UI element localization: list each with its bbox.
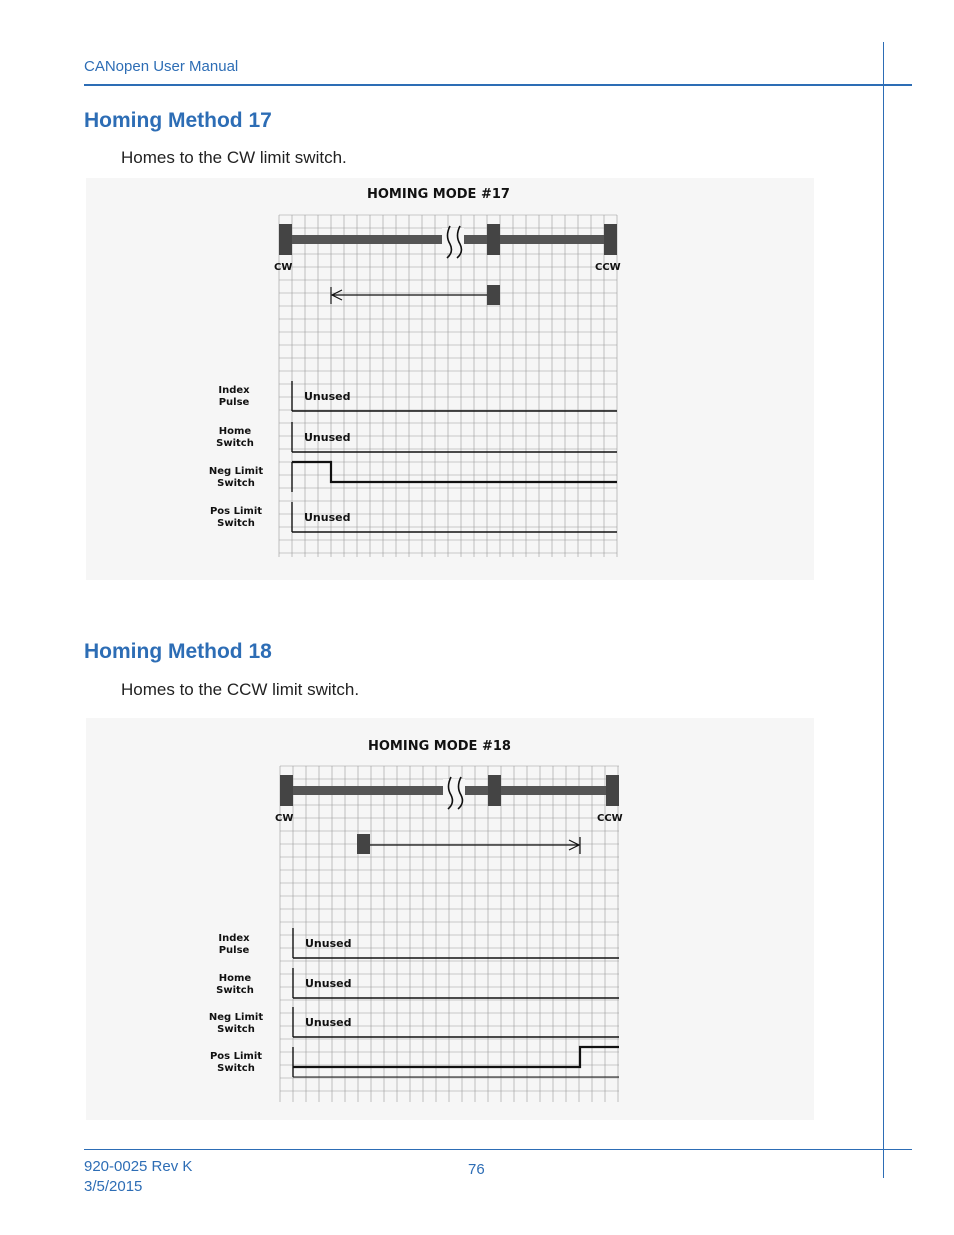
page-number: 76 <box>468 1161 485 1178</box>
cw-label: CW <box>275 813 294 824</box>
pos-limit-trace <box>293 1047 619 1067</box>
signal-label-index-2: Pulse <box>218 397 250 408</box>
start-position-block <box>357 834 370 854</box>
signal-label-index-1: Index <box>218 385 250 396</box>
running-header: CANopen User Manual <box>84 58 239 75</box>
ccw-limit-block <box>606 775 619 806</box>
timing-diagram-17 <box>86 178 814 580</box>
signal-label-index-1: Index <box>218 933 250 944</box>
figure-title-17: HOMING MODE #17 <box>367 187 510 202</box>
footer-date: 3/5/2015 <box>84 1178 143 1195</box>
footer-rule <box>84 1149 912 1150</box>
signal-label-index-2: Pulse <box>218 945 250 956</box>
grid-18 <box>280 766 619 1102</box>
signal-label-pos-1: Pos Limit <box>209 506 263 517</box>
signal-label-neg-1: Neg Limit <box>208 1012 264 1023</box>
home-state: Unused <box>304 431 351 444</box>
signal-label-pos-2: Switch <box>217 518 255 529</box>
footer-doc-number: 920-0025 Rev K <box>84 1158 193 1175</box>
cw-limit-block <box>279 224 292 255</box>
home-state: Unused <box>305 977 352 990</box>
figure-title-18: HOMING MODE #18 <box>368 739 511 754</box>
section-description-17: Homes to the CW limit switch. <box>121 148 347 167</box>
timing-diagram-18 <box>86 718 814 1120</box>
ccw-limit-block <box>604 224 617 255</box>
footer-doc-info <box>84 1157 192 1197</box>
cw-limit-block <box>280 775 293 806</box>
signal-label-home-1: Home <box>218 973 252 984</box>
section-description-18: Homes to the CCW limit switch. <box>121 680 360 699</box>
right-margin-rule <box>883 42 884 1178</box>
ccw-label: CCW <box>595 262 621 273</box>
pos-limit-state: Unused <box>304 511 351 524</box>
signal-label-neg-2: Switch <box>217 478 255 489</box>
signal-label-home-2: Switch <box>216 438 254 449</box>
signal-label-home-1: Home <box>218 426 252 437</box>
neg-limit-state: Unused <box>305 1016 352 1029</box>
homing-diagram-17 <box>86 178 814 580</box>
home-block <box>487 224 500 255</box>
header-rule <box>84 84 912 86</box>
index-state: Unused <box>305 937 352 950</box>
index-state: Unused <box>304 390 351 403</box>
ccw-label: CCW <box>597 813 623 824</box>
signal-label-pos-1: Pos Limit <box>209 1051 263 1062</box>
signal-label-home-2: Switch <box>216 985 254 996</box>
cw-label: CW <box>274 262 293 273</box>
section-heading-18: Homing Method 18 <box>84 640 272 663</box>
signal-label-neg-2: Switch <box>217 1024 255 1035</box>
grid-17 <box>279 215 617 557</box>
start-position-block <box>487 285 500 305</box>
neg-limit-trace <box>292 462 617 482</box>
section-heading-17: Homing Method 17 <box>84 109 272 132</box>
signal-label-pos-2: Switch <box>217 1063 255 1074</box>
home-block <box>488 775 501 806</box>
homing-diagram-18 <box>86 718 814 1120</box>
signal-label-neg-1: Neg Limit <box>208 466 264 477</box>
